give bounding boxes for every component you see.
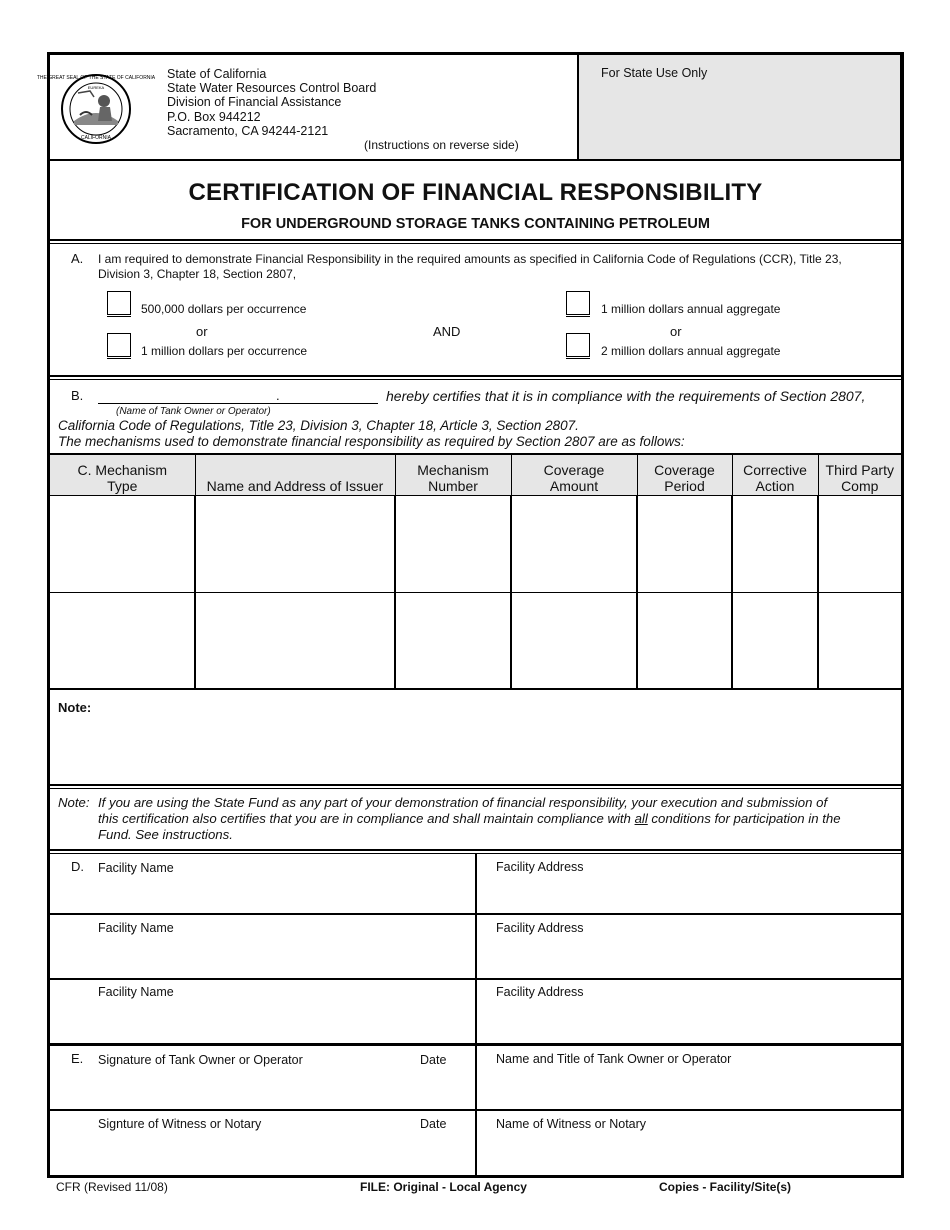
section-b-letter: B. (71, 388, 84, 403)
table-cell[interactable] (50, 592, 195, 689)
facility-address-label: Facility Address (496, 921, 584, 935)
address-line: Division of Financial Assistance (167, 95, 342, 110)
checkbox-2m-aggregate[interactable] (566, 333, 590, 357)
svg-text:CALIFORNIA: CALIFORNIA (80, 135, 112, 141)
facility-name-label: Facility Name (98, 921, 174, 935)
seal-motto: EUREKA (87, 85, 105, 90)
form-subtitle: FOR UNDERGROUND STORAGE TANKS CONTAINING PETROLEUM (241, 216, 710, 232)
col-third-party-comp: Third Party Comp (818, 454, 901, 495)
witness-signature-label: Signture of Witness or Notary (98, 1117, 262, 1131)
col-mechanism-number: Mechanism Number (395, 454, 511, 495)
divider (50, 159, 901, 161)
form-title: CERTIFICATION OF FINANCIAL RESPONSIBILITY (188, 179, 763, 206)
option-500k-label: 500,000 dollars per occurrence (141, 302, 307, 316)
facility-name-label: Facility Name (98, 985, 174, 999)
instructions-note: (Instructions on reverse side) (364, 138, 519, 152)
signature-row[interactable] (50, 1111, 901, 1175)
checkbox-1m-aggregate[interactable] (566, 291, 590, 315)
table-cell[interactable] (195, 495, 395, 592)
note-box[interactable] (50, 688, 901, 784)
divider (50, 375, 901, 380)
address-line: State Water Resources Control Board (167, 81, 377, 96)
section-d-letter: D. (71, 859, 84, 874)
owner-name-field[interactable] (98, 390, 378, 404)
option-2m-aggregate-label: 2 million dollars annual aggregate (601, 344, 781, 358)
seal-text: THE GREAT SEAL OF THE STATE OF CALIFORNIA (36, 75, 156, 81)
col-coverage-amount: Coverage Amount (511, 454, 637, 495)
section-a-letter: A. (71, 251, 84, 266)
section-a (50, 245, 901, 375)
revision-label: CFR (Revised 11/08) (56, 1180, 168, 1194)
table-cell[interactable] (511, 592, 637, 689)
facility-name-label: Facility Name (98, 861, 174, 875)
col-issuer: Name and Address of Issuer (195, 454, 395, 495)
signature-row[interactable] (50, 1046, 901, 1111)
table-row (50, 495, 901, 592)
table-header-row (50, 454, 901, 495)
note-label: Note: (58, 700, 92, 715)
checkbox-500k-occurrence[interactable] (107, 291, 131, 315)
witness-name-label: Name of Witness or Notary (496, 1117, 647, 1131)
state-use-label: For State Use Only (601, 66, 708, 80)
table-cell[interactable] (818, 495, 901, 592)
table-cell[interactable] (395, 495, 511, 592)
note-line1: If you are using the State Fund as any part of your demonstration of financial responsibility, your execution and submission of (98, 795, 828, 810)
mechanism-table (50, 453, 901, 690)
owner-signature-label: Signature of Tank Owner or Operator (98, 1053, 303, 1067)
form-frame (36, 52, 904, 1178)
note-line2: this certification also certifies that you are in compliance and shall maintain compliance with all conditions for participation in the (98, 811, 841, 826)
section-a-text: I am required to demonstrate Financial Responsibility in the required amounts as specified in California Code of Regulations (CCR), Title 23, Division 3, Chapter 18, Section 2807, (98, 252, 842, 281)
col-corrective-action: Corrective Action (732, 454, 818, 495)
table-cell[interactable] (395, 592, 511, 689)
option-1m-occurrence-label: 1 million dollars per occurrence (141, 344, 308, 358)
section-b-line2: California Code of Regulations, Title 23, Division 3, Chapter 18, Article 3, Section 2807. (58, 418, 579, 433)
state-fund-note (50, 788, 901, 850)
address-line: State of California (167, 67, 267, 81)
table-cell[interactable] (732, 495, 818, 592)
address-line: Sacramento, CA 94244-2121 (167, 123, 329, 138)
name-dot: . (276, 388, 280, 403)
header (36, 55, 901, 160)
col-coverage-period: Coverage Period (637, 454, 732, 495)
col-mechanism-type: C. Mechanism Type (50, 454, 195, 495)
california-seal-icon (36, 65, 156, 153)
section-e-letter: E. (71, 1051, 84, 1066)
section-b (50, 381, 901, 453)
date-label: Date (420, 1053, 447, 1067)
table-cell[interactable] (732, 592, 818, 689)
table-cell[interactable] (511, 495, 637, 592)
file-label: FILE: Original - Local Agency (360, 1180, 527, 1194)
state-use-box[interactable] (577, 55, 903, 160)
or-label: or (196, 324, 208, 339)
table-cell[interactable] (818, 592, 901, 689)
note-line3: Fund. See instructions. (98, 827, 233, 842)
date-label: Date (420, 1117, 447, 1131)
owner-name-title-label: Name and Title of Tank Owner or Operator (496, 1052, 732, 1066)
table-cell[interactable] (637, 592, 732, 689)
agency-address (167, 67, 376, 138)
address-line: P.O. Box 944212 (167, 109, 261, 124)
copies-label: Copies - Facility/Site(s) (659, 1180, 792, 1194)
option-1m-aggregate-label: 1 million dollars annual aggregate (601, 302, 781, 316)
certifies-text: hereby certifies that it is in compliance with the requirements of Section 2807, (386, 388, 866, 404)
facility-address-label: Facility Address (496, 860, 584, 874)
divider (50, 239, 901, 244)
table-cell[interactable] (637, 495, 732, 592)
facility-row[interactable] (50, 915, 901, 980)
and-label: AND (433, 324, 461, 339)
note-prefix: Note: (58, 795, 90, 810)
table-cell[interactable] (195, 592, 395, 689)
owner-name-caption: (Name of Tank Owner or Operator) (116, 406, 271, 417)
table-row (50, 592, 901, 689)
facility-address-label: Facility Address (496, 985, 584, 999)
or-label: or (670, 324, 682, 339)
table-cell[interactable] (50, 495, 195, 592)
title-section (50, 162, 901, 240)
facility-row[interactable] (50, 980, 901, 1046)
section-b-line3: The mechanisms used to demonstrate financial responsibility as required by Section 2807 are as follows: (58, 434, 685, 449)
facility-row[interactable] (50, 854, 901, 915)
checkbox-1m-occurrence[interactable] (107, 333, 131, 357)
